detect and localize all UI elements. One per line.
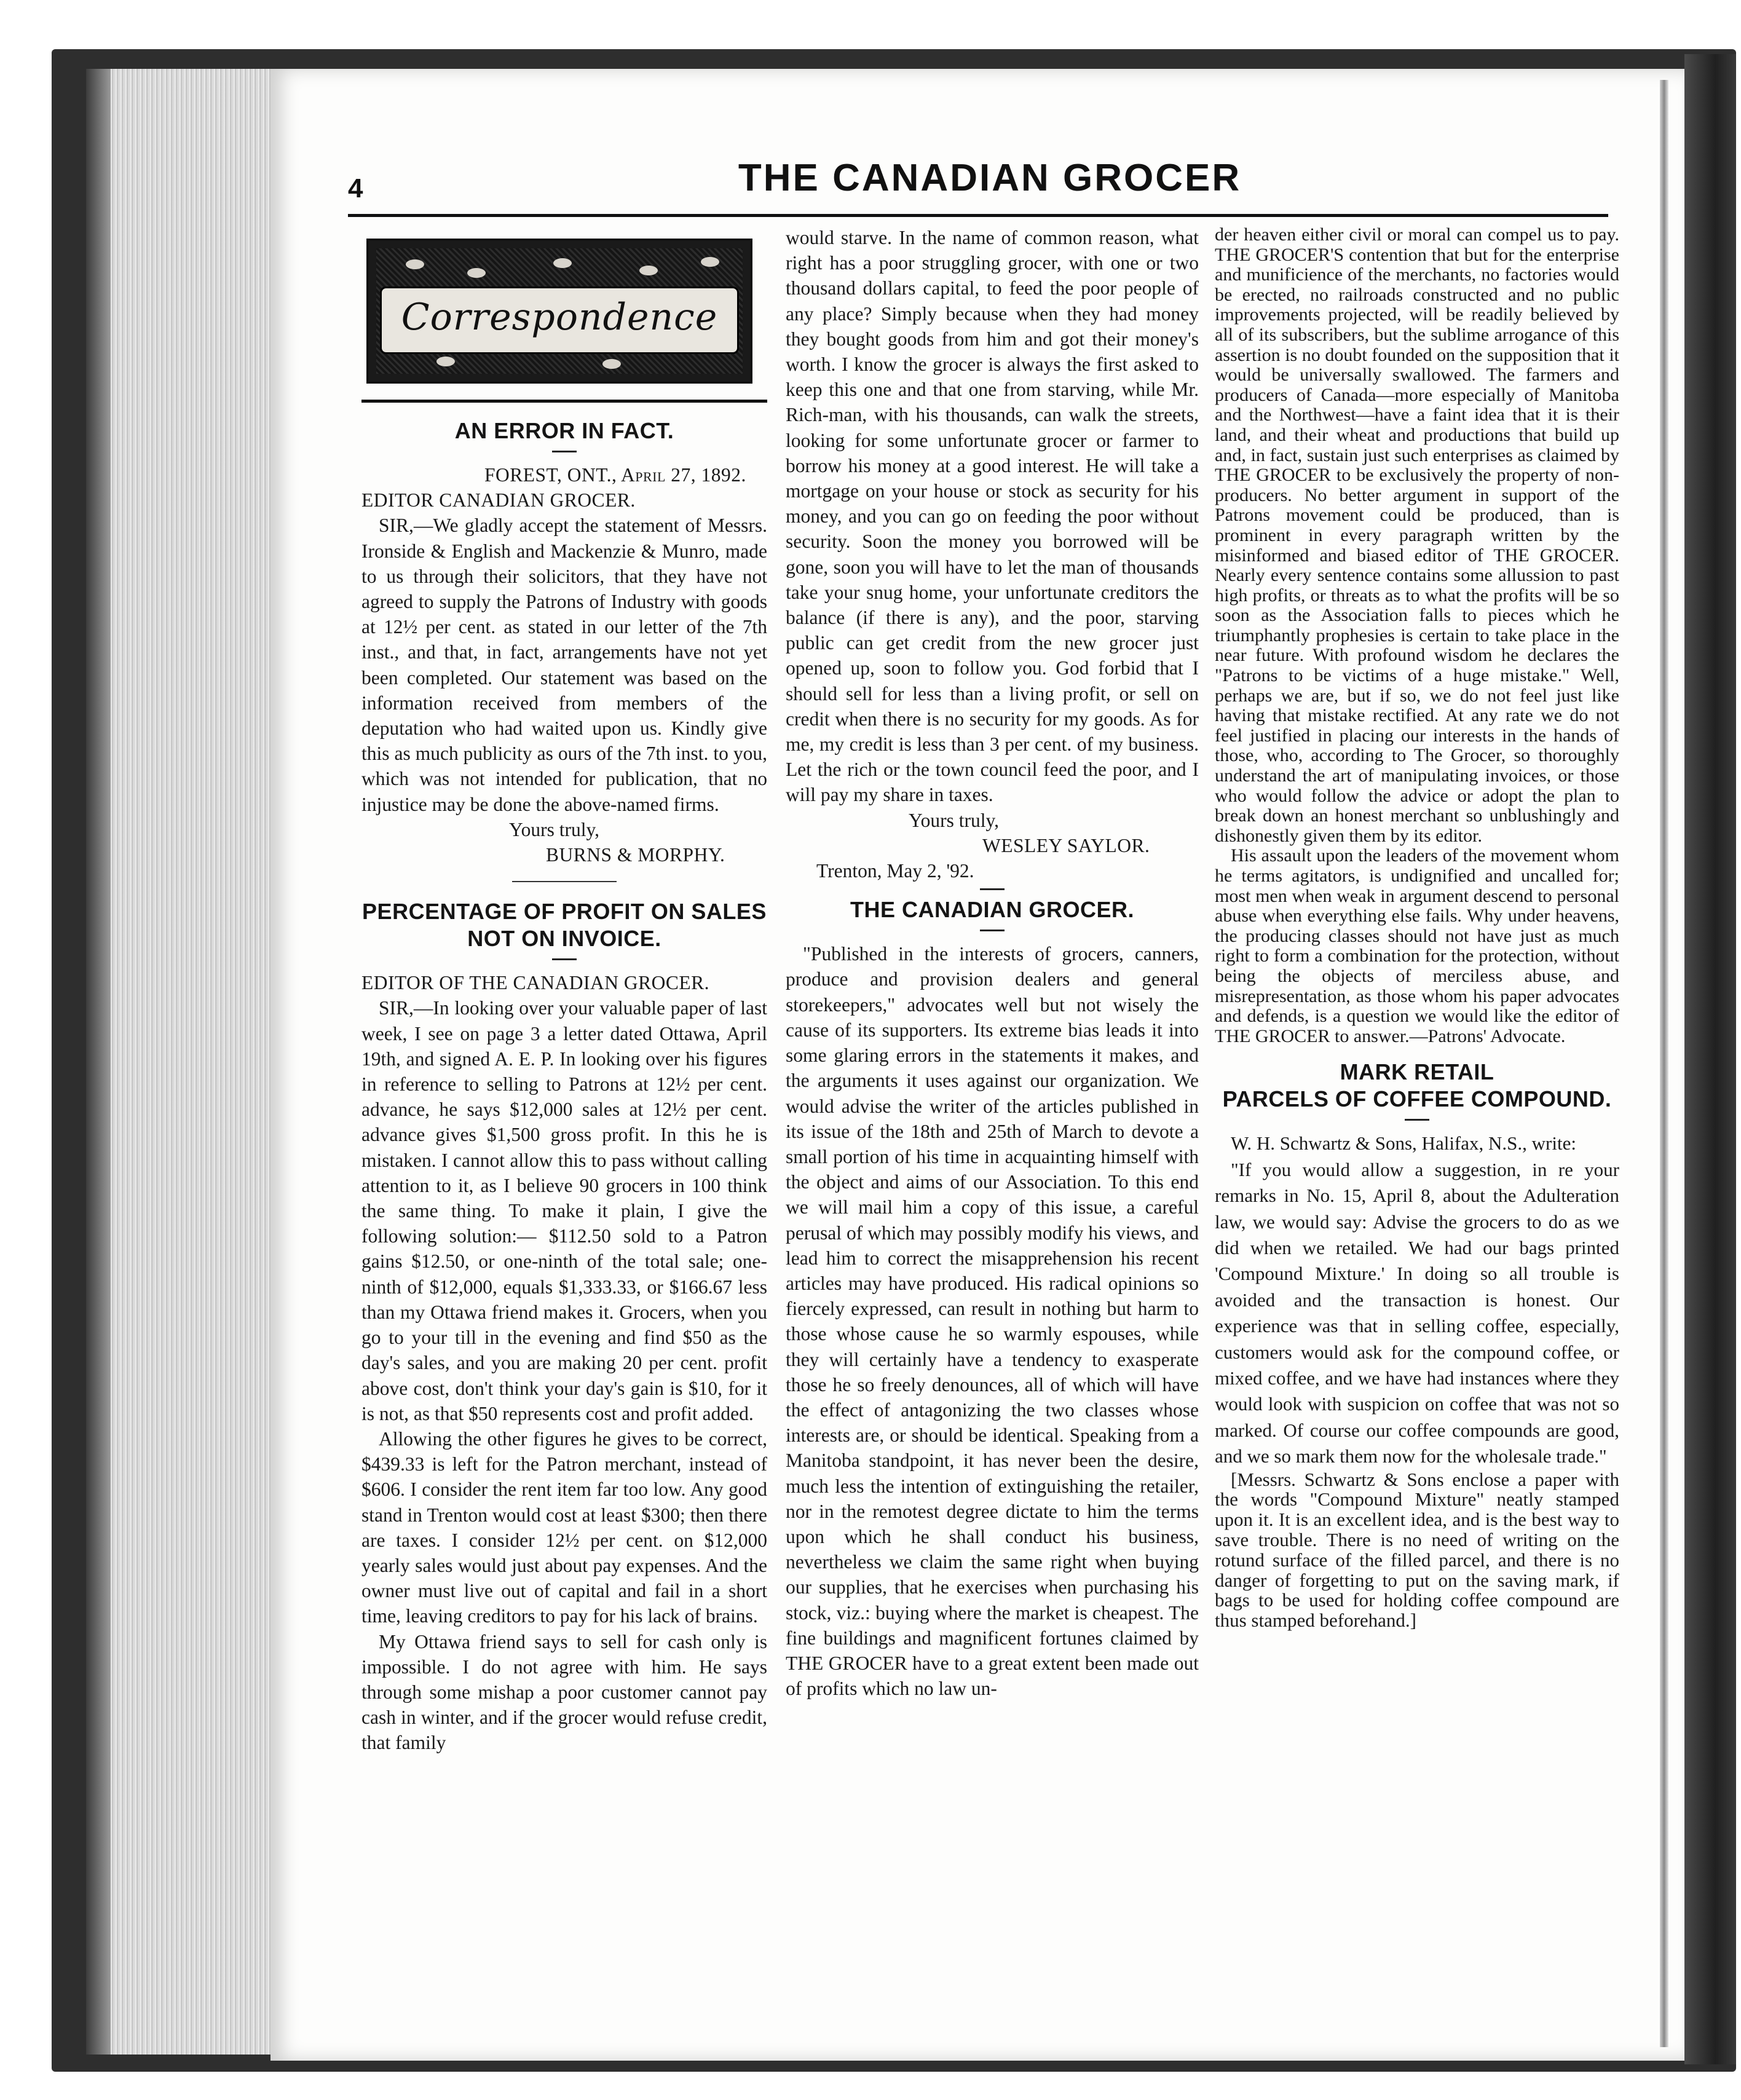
salutation: EDITOR CANADIAN GROCER.: [361, 489, 636, 511]
banner-leaf-ornament: [406, 259, 424, 269]
banner-leaf-ornament: [553, 258, 572, 268]
article-headline-line-2: NOT ON INVOICE.: [467, 926, 661, 952]
banner-leaf-ornament: [467, 268, 486, 278]
article-quote: "If you would allow a suggestion, in re your remarks in No. 15, April 8, about the Adulteration law, we would say: Advise the grocers to do as we did when we retailed. We had our bags printed 'Compound Mixture.' In doing so all trouble is avoided and the transaction is honest. Our experience was that in selling coffee, especially, customers would ask for the compound coffee, or mixed coffee, and we have had instances where they would look with suspicion on coffee that was not so marked. Of course our coffee compounds are good, and we so mark them now for the wholesale trade.": [1215, 1158, 1619, 1467]
headline-dash: [552, 958, 577, 960]
salutation: EDITOR OF THE CANADIAN GROCER.: [361, 972, 709, 994]
page-number: 4: [348, 173, 363, 203]
headline-dash: [552, 451, 577, 452]
signature: BURNS & MORPHY.: [546, 844, 725, 866]
closing: Yours truly,: [509, 818, 600, 840]
banner-leaf-ornament: [436, 357, 455, 366]
place-date: Trenton, May 2, '92.: [816, 860, 974, 882]
page-gutter: [1660, 80, 1668, 2047]
column-2: [786, 225, 1199, 1701]
banner-leaf-ornament: [639, 266, 658, 275]
page-edges: [86, 69, 293, 2055]
article-headline: THE CANADIAN GROCER.: [850, 897, 1134, 923]
article-separator: [980, 888, 1005, 890]
article-paragraph: Allowing the other figures he gives to be correct, $439.33 is left for the Patron merchant, instead of $606. I consider the rent item far too low. Any good stand in Trenton would cost at least $300; then there are taxes. I consider 12½ per cent. on $12,000 yearly sales would just about pay expenses. And the owner must live out of capital and fail in a short time, leaving creditors to pay for his lack of brains.: [361, 1427, 767, 1627]
coffee-article-body: [1215, 1131, 1619, 1631]
article-paragraph-continued: der heaven either civil or moral can compel us to pay. THE GROCER'S contention that but for the enterprise and munificience of the merchants, no factories would be erected, no railroads constructed and no public improvements projected, will be readily believed by all of its subscribers, but the sublime arrogance of this assertion is no doubt founded on the supposition that it would be universally swallowed. The farmers and producers of Canada—more especially of Manitoba and the Northwest—have a faint idea that it is their land, and their wheat and productions that build up and, in fact, sustain just such enterprises as claimed by THE GROCER to be exclusively the property of non-producers. No better argument in support of the Patrons movement could be produced, than is prominent in every paragraph written by the misinformed and biased editor of THE GROCER. Nearly every sentence contains some allussion to past high profits, or threats as to what the profits will be so soon as the Association falls to pieces which he triumphantly prophesies is certain to take place in the near future. With profound wisdom he declares the "Patrons to be victims of a huge mistake." Well, perhaps we are, but if so, we do not feel just like having that mistake rectified. At any rate we do not feel justified in placing our interests in the hands of those, who, according to The Grocer, so thoroughly understand the art of manipulating invoices, or those who would follow the advice or adopt the plan to break down an honest merchant so unblushingly and dishonestly given them by its editor.: [1215, 224, 1619, 846]
banner-leaf-ornament: [602, 359, 621, 369]
article-body: SIR,—We gladly accept the statement of Messrs. Ironside & English and Mackenzie & Munro, made to us through their solicitors, that they have not agreed to supply the Patrons of Industry with goods at 12½ per cent. as stated in our letter of the 7th inst., and that, in fact, arrangements have not yet been completed. Our statement was based on the information received from members of the deputation who had waited upon us. Kindly give this as much publicity as ours of the 7th inst. to you, which was not intended for publication, that no injustice may be done the above-named firms.: [361, 515, 767, 815]
article-intro: W. H. Schwartz & Sons, Halifax, N.S., write:: [1231, 1132, 1576, 1155]
masthead-title: THE CANADIAN GROCER: [738, 157, 1242, 199]
article-headline: PERCENTAGE OF PROFIT ON SALES: [362, 899, 767, 925]
column-3: [1215, 225, 1619, 1631]
right-cover-edge: [1684, 54, 1736, 2064]
article-headline-line-2: PARCELS OF COFFEE COMPOUND.: [1222, 1086, 1612, 1112]
dateline: FOREST, ONT., April 27, 1892.: [484, 464, 746, 486]
article-paragraph: His assault upon the leaders of the movement whom he terms agitators, is undignified and uncalled for; most men when weak in argument descend to personal abuse when everything else fails. Why under heavens, the producing classes should not have just as much right to form a combination for the protection, without being the objects of merciless abuse, and misrepresentation, as those whom his paper advocates and defends, is a question we would like the editor of THE GROCER to answer.—Patrons' Advocate.: [1215, 845, 1619, 1046]
banner-leaf-ornament: [701, 257, 719, 267]
banner-title: Correspondence: [401, 296, 718, 339]
binding-edge: [86, 69, 111, 2055]
article-separator: [512, 881, 617, 882]
article-paragraph: My Ottawa friend says to sell for cash only is impossible. I do not agree with him. He says through some mishap a poor customer cannot pay cash in winter, and if the grocer would refuse credit, that family: [361, 1630, 767, 1754]
correspondence-banner: [366, 239, 752, 384]
closing: Yours truly,: [909, 809, 1000, 831]
signature: WESLEY SAYLOR.: [982, 834, 1150, 856]
article-headline: AN ERROR IN FACT.: [454, 418, 674, 443]
article-paragraph: SIR,—In looking over your valuable paper of last week, I see on page 3 a letter dated Ottawa, April 19th, and signed A. E. P. In looking over his figures in reference to selling to Patrons at 12½ per cent. advance, he says $12,000 sales at 12½ per cent. advance gives $1,500 gross profit. In this he is mistaken. I cannot allow this to pass without calling attention to it, as I believe 90 grocers in 100 think the same thing. To make it plain, I give the following solution:— $112.50 sold to a Patron gains $12.50, or one-ninth of the total sale; one-ninth of $12,000, equals $1,333.33, or $166.67 less than my Ottawa friend makes it. Grocers, when you go to your till in the evening and find $50 as the day's sales, and you are making 20 per cent. profit above cost, don't think your day's gain is $10, for it is not, as that $50 represents cost and profit added.: [361, 997, 767, 1424]
article-body: "Published in the interests of grocers, canners, produce and provision dealers and general storekeepers," advocates well but not wisely the cause of its supporters. Its extreme bias leads it into some glaring errors in the statements it makes, and the arguments it uses against our organization. We would advise the writer of the articles published in its issue of the 18th and 25th of March to devote a small portion of his time in acquainting himself with the object and aims of our Association. To this end we will mail him a copy of this issue, a careful perusal of which may possibly modify his views, and lead him to correct the misapprehension his recent articles may have produced. His radical opinions so fiercely expressed, can result in nothing but harm to those whose cause he so warmly espouses, while they will certainly have a tendency to exasperate those he so freely denounces, all of which will have the effect of antagonizing the two classes whose interests are, or should be identical. Speaking from a Manitoba standpoint, it has never been the desire, much less the intention of extinguishing the retailer, nor in the remotest degree dictate to him the terms upon which he shall conduct his business, nevertheless we claim the same right when buying our supplies, that he exercises when purchasing his stock, viz.: buying where the market is cheapest. The fine buildings and magnificent fortunes claimed by THE GROCER have to a great extent been made out of profits which no law un-: [786, 943, 1199, 1700]
section-rule: [361, 400, 767, 403]
headline-dash: [980, 930, 1005, 931]
column-1: [361, 225, 767, 1756]
header-rule: [348, 214, 1608, 217]
article-headline: MARK RETAIL: [1340, 1059, 1494, 1085]
spacer: [1215, 1046, 1619, 1059]
article-paragraph-continued: would starve. In the name of common reason, what right has a poor struggling grocer, with one or two thousand dollars capital, to feed the poor people of any place? Simply because when they had money they bought goods from him and got their money's worth. I know the grocer is always the first asked to keep this one and that one from starving, while Mr. Rich-man, with his thousands, can walk the streets, looking for some unfortunate grocer or farmer to borrow his money at a good interest. He will take a mortgage on your house or stock as security for his money, and you can go on feeding the poor without security. Soon the money you borrowed will be gone, soon you will have to let the man of thousands take your snug home, your unfortunate creditors the balance (if there is any), and the poor, starving public can get credit from the new grocer just opened up, soon to follow you. God forbid that I should sell for less than a living profit, or sell on credit when there is no security for my goods. As for me, my credit is less than 3 per cent. of my business. Let the rich or the town council feed the poor, and I will pay my share in taxes.: [786, 227, 1199, 806]
headline-dash: [1405, 1119, 1429, 1121]
editor-note: [Messrs. Schwartz & Sons enclose a paper with the words "Compound Mixture" neatly stamped upon it. It is an excellent idea, and is the best way to save trouble. There is no need of writing on the rotund surface of the filled parcel, and there is no danger of forgetting to put on the saving mark, if bags to be used for holding coffee compound are thus stamped beforehand.]: [1215, 1468, 1619, 1632]
